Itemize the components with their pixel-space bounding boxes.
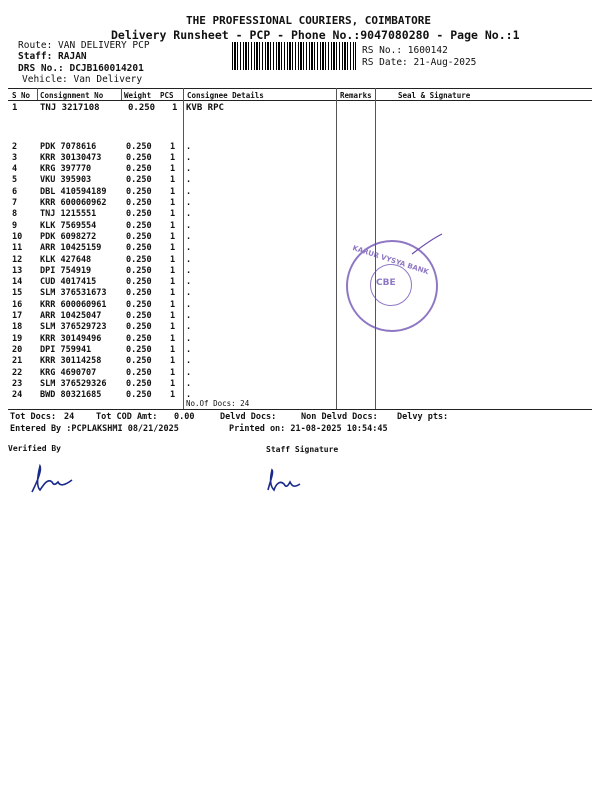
- row-consignment: KRG 397770: [40, 164, 92, 175]
- row-pcs: 1: [170, 311, 176, 321]
- row-consignee: .: [186, 186, 192, 197]
- row-consignment: TNJ 3217108: [40, 103, 100, 113]
- row-sno: 9: [12, 220, 18, 231]
- table-row: [0, 322, 600, 333]
- row-consignment: CUD 4017415: [40, 277, 97, 288]
- col-pcs: PCS: [160, 91, 174, 100]
- stamp-initial: [410, 232, 444, 256]
- row-weight: 0.250: [126, 164, 152, 175]
- verified-by-label: Verified By: [8, 444, 61, 453]
- row-consignee: .: [186, 356, 192, 367]
- row-weight: 0.250: [126, 311, 152, 321]
- row-pcs: 1: [170, 378, 176, 389]
- entered-by: Entered By :PCPLAKSHMI 08/21/2025: [10, 424, 179, 434]
- vehicle: Vehicle: Van Delivery: [22, 74, 143, 85]
- table-row: [0, 356, 600, 367]
- table-row: [0, 300, 600, 311]
- col-consignment: Consignment No: [40, 91, 104, 100]
- row-sno: 22: [12, 367, 23, 378]
- row-sno: 8: [12, 209, 18, 220]
- row-pcs: 1: [170, 209, 176, 220]
- row-sno: 11: [12, 243, 23, 254]
- row-sno: 10: [12, 231, 23, 242]
- row-consignment: BWD 80321685: [40, 390, 102, 401]
- table-row: [0, 334, 600, 345]
- row-weight: 0.250: [126, 322, 152, 333]
- row-pcs: 1: [170, 299, 176, 310]
- row-consignment: PDK 6098272: [40, 231, 97, 242]
- table-row: [0, 175, 600, 186]
- table-row: [0, 232, 600, 243]
- staff-signature-label: Staff Signature: [266, 445, 339, 454]
- row-consignment: KRG 4690707: [40, 367, 97, 378]
- col-weight: Weight: [124, 91, 152, 100]
- route: Route: VAN DELIVERY PCP: [18, 40, 150, 51]
- staff: Staff: RAJAN: [18, 51, 87, 62]
- tot-cod-label: Tot COD Amt:: [96, 412, 158, 422]
- delvd-docs: Delvd Docs:: [220, 412, 277, 422]
- col-seal: Seal & Signature: [398, 91, 471, 100]
- row-consignment: TNJ 1215551: [40, 209, 97, 220]
- rs-date: RS Date: 21-Aug-2025: [362, 57, 477, 68]
- table-row: [0, 277, 600, 288]
- row-pcs: 1: [170, 277, 176, 288]
- row-sno: 5: [12, 175, 18, 186]
- table-row: [0, 142, 600, 153]
- row-weight: 0.250: [126, 175, 152, 186]
- row-consignment: KLK 7569554: [40, 220, 97, 231]
- row-consignment: KRR 600060962: [40, 198, 107, 208]
- row-consignee: .: [186, 209, 192, 220]
- row-sno: 12: [12, 254, 23, 265]
- row-pcs: 1: [170, 231, 176, 242]
- table-row: [0, 243, 600, 254]
- stamp-code: CBE: [376, 278, 396, 288]
- row-consignment: PDK 7078616: [40, 141, 97, 152]
- delvy-pts: Delvy pts:: [397, 412, 449, 422]
- col-sno: S No: [12, 91, 31, 100]
- row-pcs: 1: [170, 152, 176, 163]
- stamp-bank: KARUR VYSYA BANK: [351, 244, 430, 277]
- row-consignee: .: [186, 322, 192, 333]
- tot-docs-label: Tot Docs:: [10, 412, 57, 422]
- row-weight: 0.250: [126, 141, 152, 152]
- row-consignee: .: [186, 243, 192, 254]
- row-consignee: KVB RPC: [186, 103, 224, 113]
- table-row: [0, 255, 600, 266]
- row-sno: 20: [12, 344, 23, 355]
- row-consignment: KRR 30114258: [40, 356, 102, 367]
- row-consignment: KRR 30149496: [40, 333, 102, 344]
- row-consignee: .: [186, 198, 192, 208]
- row-sno: 21: [12, 356, 23, 367]
- row-pcs: 1: [170, 333, 176, 344]
- drs-number: DRS No.: DCJB160014201: [18, 63, 144, 74]
- table-row: [0, 209, 600, 220]
- row-sno: 3: [12, 152, 18, 163]
- row-consignee: .: [186, 288, 192, 299]
- row-sno: 17: [12, 311, 23, 321]
- row-pcs: 1: [170, 220, 176, 231]
- row-consignee: .: [186, 231, 192, 242]
- table-row: [0, 266, 600, 277]
- staff-signature: [262, 466, 306, 496]
- table-row: [0, 379, 600, 390]
- printed-on: Printed on: 21-08-2025 10:54:45: [229, 424, 388, 434]
- row-weight: 0.250: [126, 152, 152, 163]
- row-weight: 0.250: [126, 299, 152, 310]
- row-sno: 6: [12, 186, 18, 197]
- row-weight: 0.250: [126, 209, 152, 220]
- row-pcs: 1: [170, 186, 176, 197]
- row-consignee: .: [186, 378, 192, 389]
- company-name: THE PROFESSIONAL COURIERS, COIMBATORE: [186, 14, 432, 27]
- row-consignee: .: [186, 175, 192, 186]
- row-consignment: SLM 376531673: [40, 288, 107, 299]
- runsheet-title: Delivery Runsheet - PCP - Phone No.:9047080280 - Page No.:1: [111, 28, 520, 42]
- table-row: [0, 390, 600, 401]
- row-consignment: KRR 30130473: [40, 152, 102, 163]
- row-weight: 0.250: [126, 344, 152, 355]
- row-weight: 0.250: [126, 231, 152, 242]
- table-row: [0, 288, 600, 299]
- row-pcs: 1: [170, 265, 176, 276]
- row-weight: 0.250: [126, 333, 152, 344]
- row-consignee: .: [186, 141, 192, 152]
- row-sno: 23: [12, 378, 23, 389]
- row-sno: 2: [12, 141, 18, 152]
- verifier-signature: [28, 460, 78, 500]
- row-sno: 24: [12, 390, 23, 401]
- table-row: [0, 187, 600, 198]
- row-sno: 13: [12, 265, 23, 276]
- row-consignment: VKU 395903: [40, 175, 92, 186]
- row-pcs: 1: [170, 288, 176, 299]
- row-pcs: 1: [170, 254, 176, 265]
- row-sno: 19: [12, 333, 23, 344]
- row-consignee: .: [186, 152, 192, 163]
- row-consignment: DPI 754919: [40, 265, 92, 276]
- row-weight: 0.250: [126, 367, 152, 378]
- row-consignee: .: [186, 254, 192, 265]
- row-weight: 0.250: [126, 186, 152, 197]
- row-weight: 0.250: [128, 103, 156, 113]
- row-weight: 0.250: [126, 254, 152, 265]
- row-weight: 0.250: [126, 288, 152, 299]
- row-sno: 18: [12, 322, 23, 333]
- row-weight: 0.250: [126, 243, 152, 254]
- row-consignee: .: [186, 220, 192, 231]
- tot-cod-value: 0.00: [174, 412, 195, 422]
- row-consignee: .: [186, 333, 192, 344]
- row-consignment: KRR 600060961: [40, 299, 107, 310]
- row-consignment: ARR 10425047: [40, 311, 102, 321]
- col-remarks: Remarks: [340, 91, 372, 100]
- row-consignee: .: [186, 311, 192, 321]
- row-consignment: SLM 376529723: [40, 322, 107, 333]
- row-weight: 0.250: [126, 378, 152, 389]
- row-consignment: DPI 759941: [40, 344, 92, 355]
- row-sno: 14: [12, 277, 23, 288]
- row-consignee: .: [186, 265, 192, 276]
- row-pcs: 1: [170, 141, 176, 152]
- row-pcs: 1: [170, 243, 176, 254]
- row-consignment: KLK 427648: [40, 254, 92, 265]
- row-pcs: 1: [170, 164, 176, 175]
- table-row-first: [0, 103, 600, 114]
- table-row: [0, 221, 600, 232]
- table-row: [0, 345, 600, 356]
- table-row: [0, 368, 600, 379]
- row-consignee: .: [186, 299, 192, 310]
- col-consignee: Consignee Details: [187, 91, 264, 100]
- non-delvd-docs: Non Delvd Docs:: [301, 412, 378, 422]
- table-row: [0, 311, 600, 322]
- rs-number: RS No.: 1600142: [362, 45, 448, 56]
- table-row: [0, 164, 600, 175]
- row-sno: 7: [12, 198, 18, 208]
- row-sno: 16: [12, 299, 23, 310]
- row-weight: 0.250: [126, 277, 152, 288]
- table-top-rule: [8, 88, 592, 89]
- row-sno: 15: [12, 288, 23, 299]
- row-pcs: 1: [170, 175, 176, 186]
- no-of-docs: No.Of Docs: 24: [186, 399, 250, 408]
- row-consignee: .: [186, 390, 192, 401]
- row-consignment: SLM 376529326: [40, 378, 107, 389]
- row-pcs: 1: [170, 198, 176, 208]
- row-pcs: 1: [170, 344, 176, 355]
- table-row: [0, 153, 600, 164]
- row-weight: 0.250: [126, 220, 152, 231]
- row-sno: 4: [12, 164, 18, 175]
- row-pcs: 1: [170, 390, 176, 401]
- row-sno: 1: [12, 103, 18, 113]
- row-weight: 0.250: [126, 265, 152, 276]
- row-consignment: DBL 410594189: [40, 186, 107, 197]
- row-pcs: 1: [170, 356, 176, 367]
- row-consignee: .: [186, 277, 192, 288]
- table-row: [0, 198, 600, 209]
- row-weight: 0.250: [126, 198, 152, 208]
- table-bottom-rule: [8, 409, 592, 410]
- row-pcs: 1: [172, 103, 178, 113]
- row-weight: 0.250: [126, 356, 152, 367]
- tot-docs-value: 24: [64, 412, 75, 422]
- barcode: [232, 42, 356, 70]
- header-bottom-rule: [8, 100, 592, 101]
- row-pcs: 1: [170, 322, 176, 333]
- row-consignee: .: [186, 344, 192, 355]
- row-consignment: ARR 10425159: [40, 243, 102, 254]
- row-pcs: 1: [170, 367, 176, 378]
- row-consignee: .: [186, 367, 192, 378]
- row-weight: 0.250: [126, 390, 152, 401]
- row-consignee: .: [186, 164, 192, 175]
